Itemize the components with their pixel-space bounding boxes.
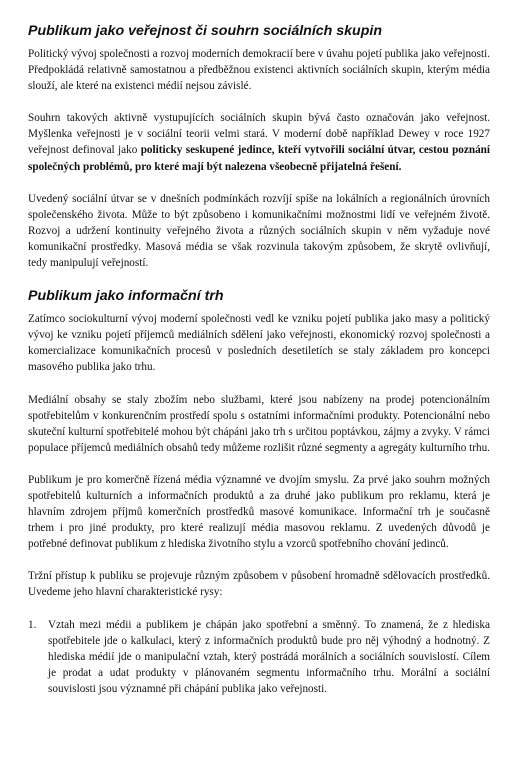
list-item [28, 617, 490, 697]
section-heading-public: Publikum jako veřejnost či souhrn sociálních skupin [28, 23, 382, 39]
paragraph: Publikum je pro komerčně řízená média významné ve dvojím smyslu. Za prvé jako souhrn možných spotřebitelů kulturních a informačních produktů a za druhé jako publikum pro reklamu, která je hlavním zdrojem příjmů komerčních prostředků masové komunikace. Informační trh je současně trhem i pro jiné produkty, pro které realizují média masovou reklamu. Z uvedených důvodů je potřebné definovat publikum z hlediska životního stylu a vzorců spotřebního chování jedinců. [28, 473, 490, 551]
paragraph: Uvedený sociální útvar se v dnešních podmínkách rozvíjí spíše na lokálních a regionálních úrovních společenského života. Může to být způsobeno i komunikačními možnostmi lidí ve veřejném životě. Rozvoj a udržení kontinuity veřejného života a různých sociálních skupin v něm vyžaduje nové komunikační prostředky. Masová média se však rozvinula takovým způsobem, že skrytě ovlivňují, tedy manipulují veřejností. [28, 192, 490, 270]
paragraph: Tržní přístup k publiku se projevuje různým způsobem v působení hromadně sdělovacích prostředků. Uvedeme jeho hlavní charakteristické rysy: [28, 570, 490, 599]
list-item-text: Vztah mezi médii a publikem je chápán jako spotřební a směnný. To znamená, že z hlediska spotřebitele jde o kalkulaci, který z informačních produktů bude pro něj výhodný a hodnotný. Z hlediska médií jde o manipulační vztah, který postrádá morálních a sociálních souvislostí. Cílem je prodat a udat produkty v plánovaném segmentu informačního trhu. Morální a sociální souvislosti jsou významné při chápání publika jako veřejnosti. [48, 618, 490, 695]
paragraph: Mediální obsahy se staly zbožím nebo službami, které jsou nabízeny na prodej potencionálním spotřebitelům v konkurenčním prostředí spolu s ostatními informačními produkty. Potencionální nebo skuteční kulturní spotřebitelé mohou být chápáni jako trh s určitou poptávkou, zájmy a zvyky. V rámci populace příjemců mediálních obsahů tedy můžeme rozlišit různé segmenty a agregáty kulturního trhu. [28, 393, 490, 454]
paragraph: Politický vývoj společnosti a rozvoj moderních demokracií bere v úvahu pojetí publika jako veřejnosti. Předpokládá relativně samostatnou a předběžnou existenci aktivních sociálních skupin, kterým média slouží, ale které na existenci médií nejsou závislé. [28, 48, 490, 93]
paragraph [28, 110, 490, 174]
paragraph-text: Souhrn takových aktivně vystupujících sociálních skupin bývá často označován jako veřejnost. Myšlenka veřejnosti je v sociální teorii velmi stará. V moderní době například Dewey v roce 1927 veřejnost definoval jako [28, 112, 490, 157]
bold-definition: politicky seskupené jedince, kteří vytvořili sociální útvar, cestou poznání společných problémů, pro které mají být nalezena všeobecně přijatelná řešení. [28, 144, 490, 173]
section-heading-market: Publikum jako informační trh [28, 288, 224, 305]
paragraph: Zatímco sociokulturní vývoj moderní společnosti vedl ke vzniku pojetí publika jako masy a politický vývoj ke vzniku pojetí příjemců mediálních sdělení jako veřejnosti, ekonomický rozvoj společnosti a komercializace komunikačních procesů v posledních desetiletích se staly základem pro koncepci masového publika jako trhu. [28, 313, 490, 374]
list-item-number: 1. [28, 618, 37, 631]
numbered-list [28, 617, 490, 697]
